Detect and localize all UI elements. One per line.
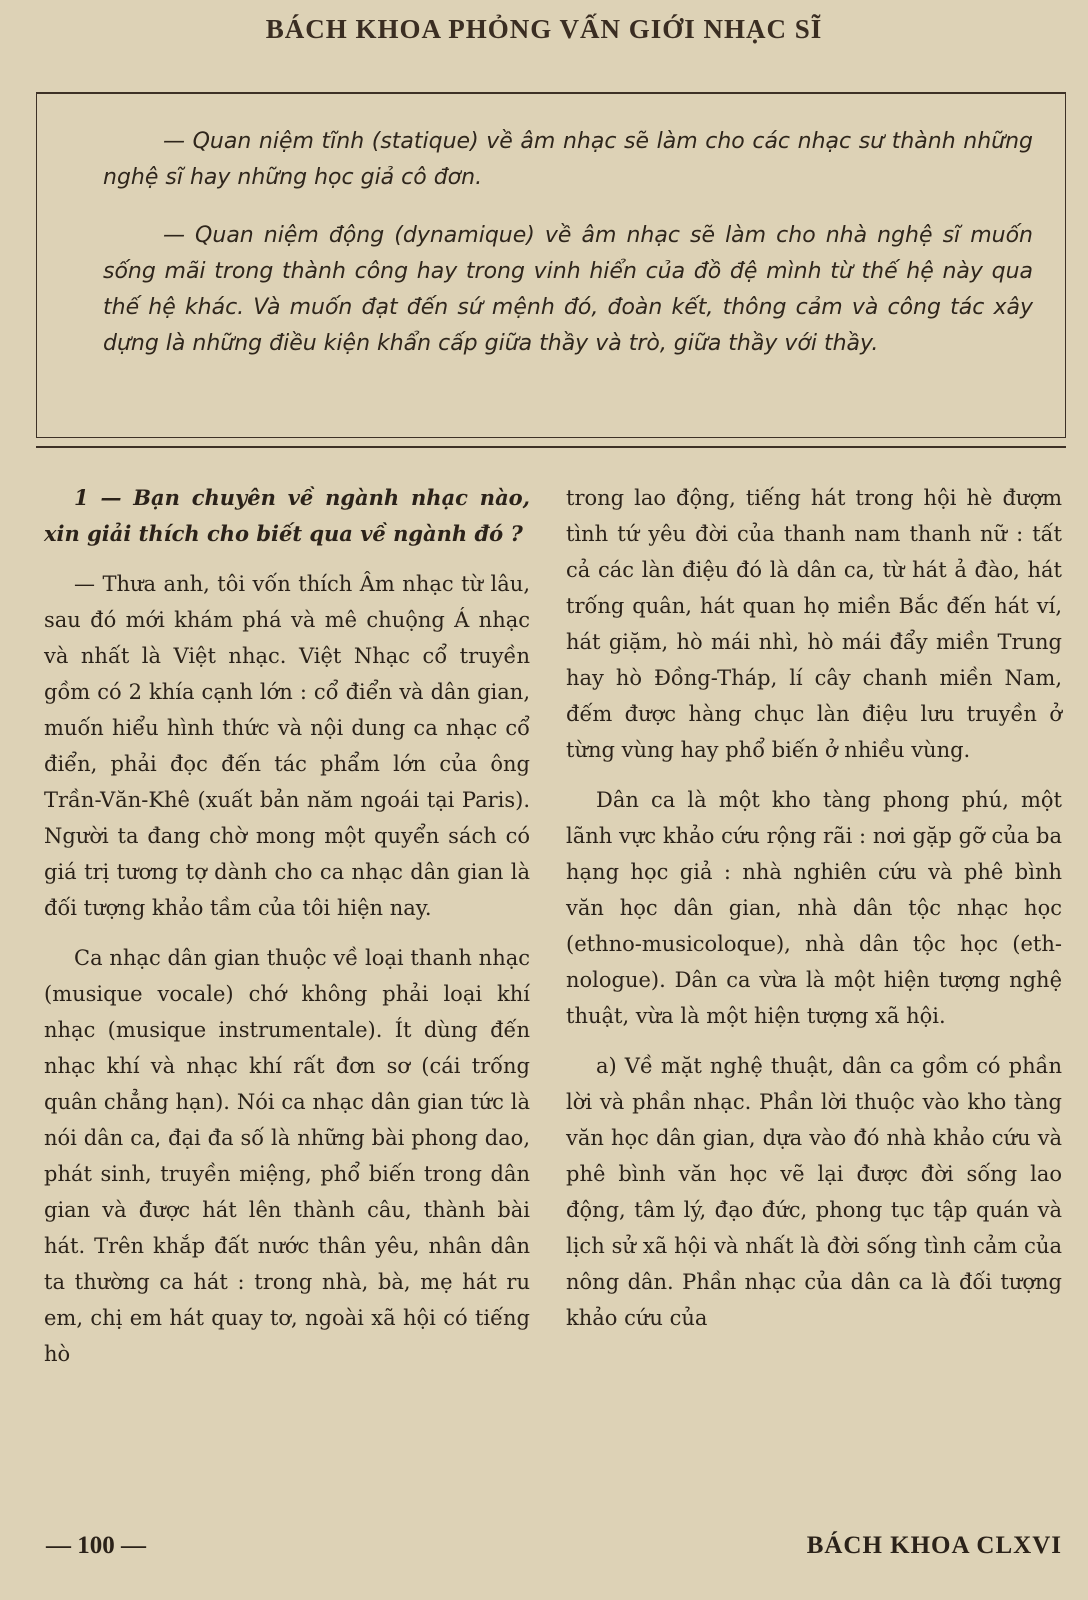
divider-rule (36, 446, 1066, 448)
page-number: — 100 — (46, 1532, 146, 1559)
magazine-issue: BÁCH KHOA CLXVI (806, 1532, 1062, 1559)
left-paragraph-1: — Thưa anh, tôi vốn thích Âm nhạc từ lâu, sau đó mới khám phá và mê chuộng Á nhạc và nhất là Việt nhạc. Việt Nhạc cổ truyền gồm có 2 khía cạnh lớn : cổ điển và dân gian, muốn hiểu hình thức và nội dung ca nhạc cổ điển, phải đọc đến tác phẩm lớn của ông Trần-Văn-Khê (xuất bản năm ngoái tại Paris). Người ta đang chờ mong một quyển sách có giá trị tương tợ dành cho ca nhạc dân gian là đối tượng khảo tầm của tôi hiện nay. (44, 572, 530, 920)
left-column (44, 480, 530, 1386)
right-column (566, 480, 1062, 1350)
quote-box (36, 92, 1066, 438)
right-paragraph-1: Dân ca là một kho tàng phong phú, một lãnh vực khảo cứu rộng rãi : nơi gặp gỡ của ba hạng học giả : nhà nghiên cứu và phê bình văn học dân gian, nhà dân tộc nhạc học (ethno-musicoloque), nhà dân tộc học (eth-nologue). Dân ca vừa là một hiện tượng nghệ thuật, vừa là một hiện tượng xã hội. (566, 788, 1062, 1028)
quote-text (103, 124, 1033, 384)
quote-paragraph-2: — Quan niệm động (dynamique) về âm nhạc sẽ làm cho nhà nghệ sĩ muốn sống mãi trong thành công hay trong vinh hiển của đồ đệ mình từ thế hệ này qua thế hệ khác. Và muốn đạt đến sứ mệnh đó, đoàn kết, thông cảm và công tác xây dựng là những điều kiện khẩn cấp giữa thầy và trò, giữa thầy với thầy. (103, 223, 1033, 356)
running-header: BÁCH KHOA PHỎNG VẤN GIỚI NHẠC SĨ (265, 14, 823, 44)
right-paragraph-0: trong lao động, tiếng hát trong hội hè đượm tình tứ yêu đời của thanh nam thanh nữ : tất cả các làn điệu đó là dân ca, từ hát ả đào, hát trống quân, hát quan họ miền Bắc đến hát ví, hát giặm, hò mái nhì, hò mái đẩy miền Trung hay hò Đồng-Tháp, lí cây chanh miền Nam, đếm được hàng chục làn điệu lưu truyền ở từng vùng hay phổ biến ở nhiều vùng. (566, 486, 1062, 762)
right-paragraph-2: a) Về mặt nghệ thuật, dân ca gồm có phần lời và phần nhạc. Phần lời thuộc vào kho tàng văn học dân gian, dựa vào đó nhà khảo cứu và phê bình văn học vẽ lại được đời sống lao động, tâm lý, đạo đức, phong tục tập quán và lịch sử xã hội và nhất là đời sống tình cảm của nông dân. Phần nhạc của dân ca là đối tượng khảo cứu của (566, 1054, 1062, 1330)
left-paragraph-2: Ca nhạc dân gian thuộc về loại thanh nhạc (musique vocale) chớ không phải loại khí nhạc (musique instrumentale). Ít dùng đến nhạc khí và nhạc khí rất đơn sơ (cái trống quân chẳng hạn). Nói ca nhạc dân gian tức là nói dân ca, đại đa số là những bài phong dao, phát sinh, truyền miệng, phổ biến trong dân gian và được hát lên thành câu, thành bài hát. Trên khắp đất nước thân yêu, nhân dân ta thường ca hát : trong nhà, bà, mẹ hát ru em, chị em hát quay tơ, ngoài xã hội có tiếng hò (44, 946, 530, 1366)
quote-paragraph-1: — Quan niệm tĩnh (statique) về âm nhạc sẽ làm cho các nhạc sư thành những nghệ sĩ hay những học giả cô đơn. (103, 129, 1033, 190)
interview-question: 1 — Bạn chuyên về ngành nhạc nào, xin giải thích cho biết qua về ngành đó ? (44, 485, 530, 546)
